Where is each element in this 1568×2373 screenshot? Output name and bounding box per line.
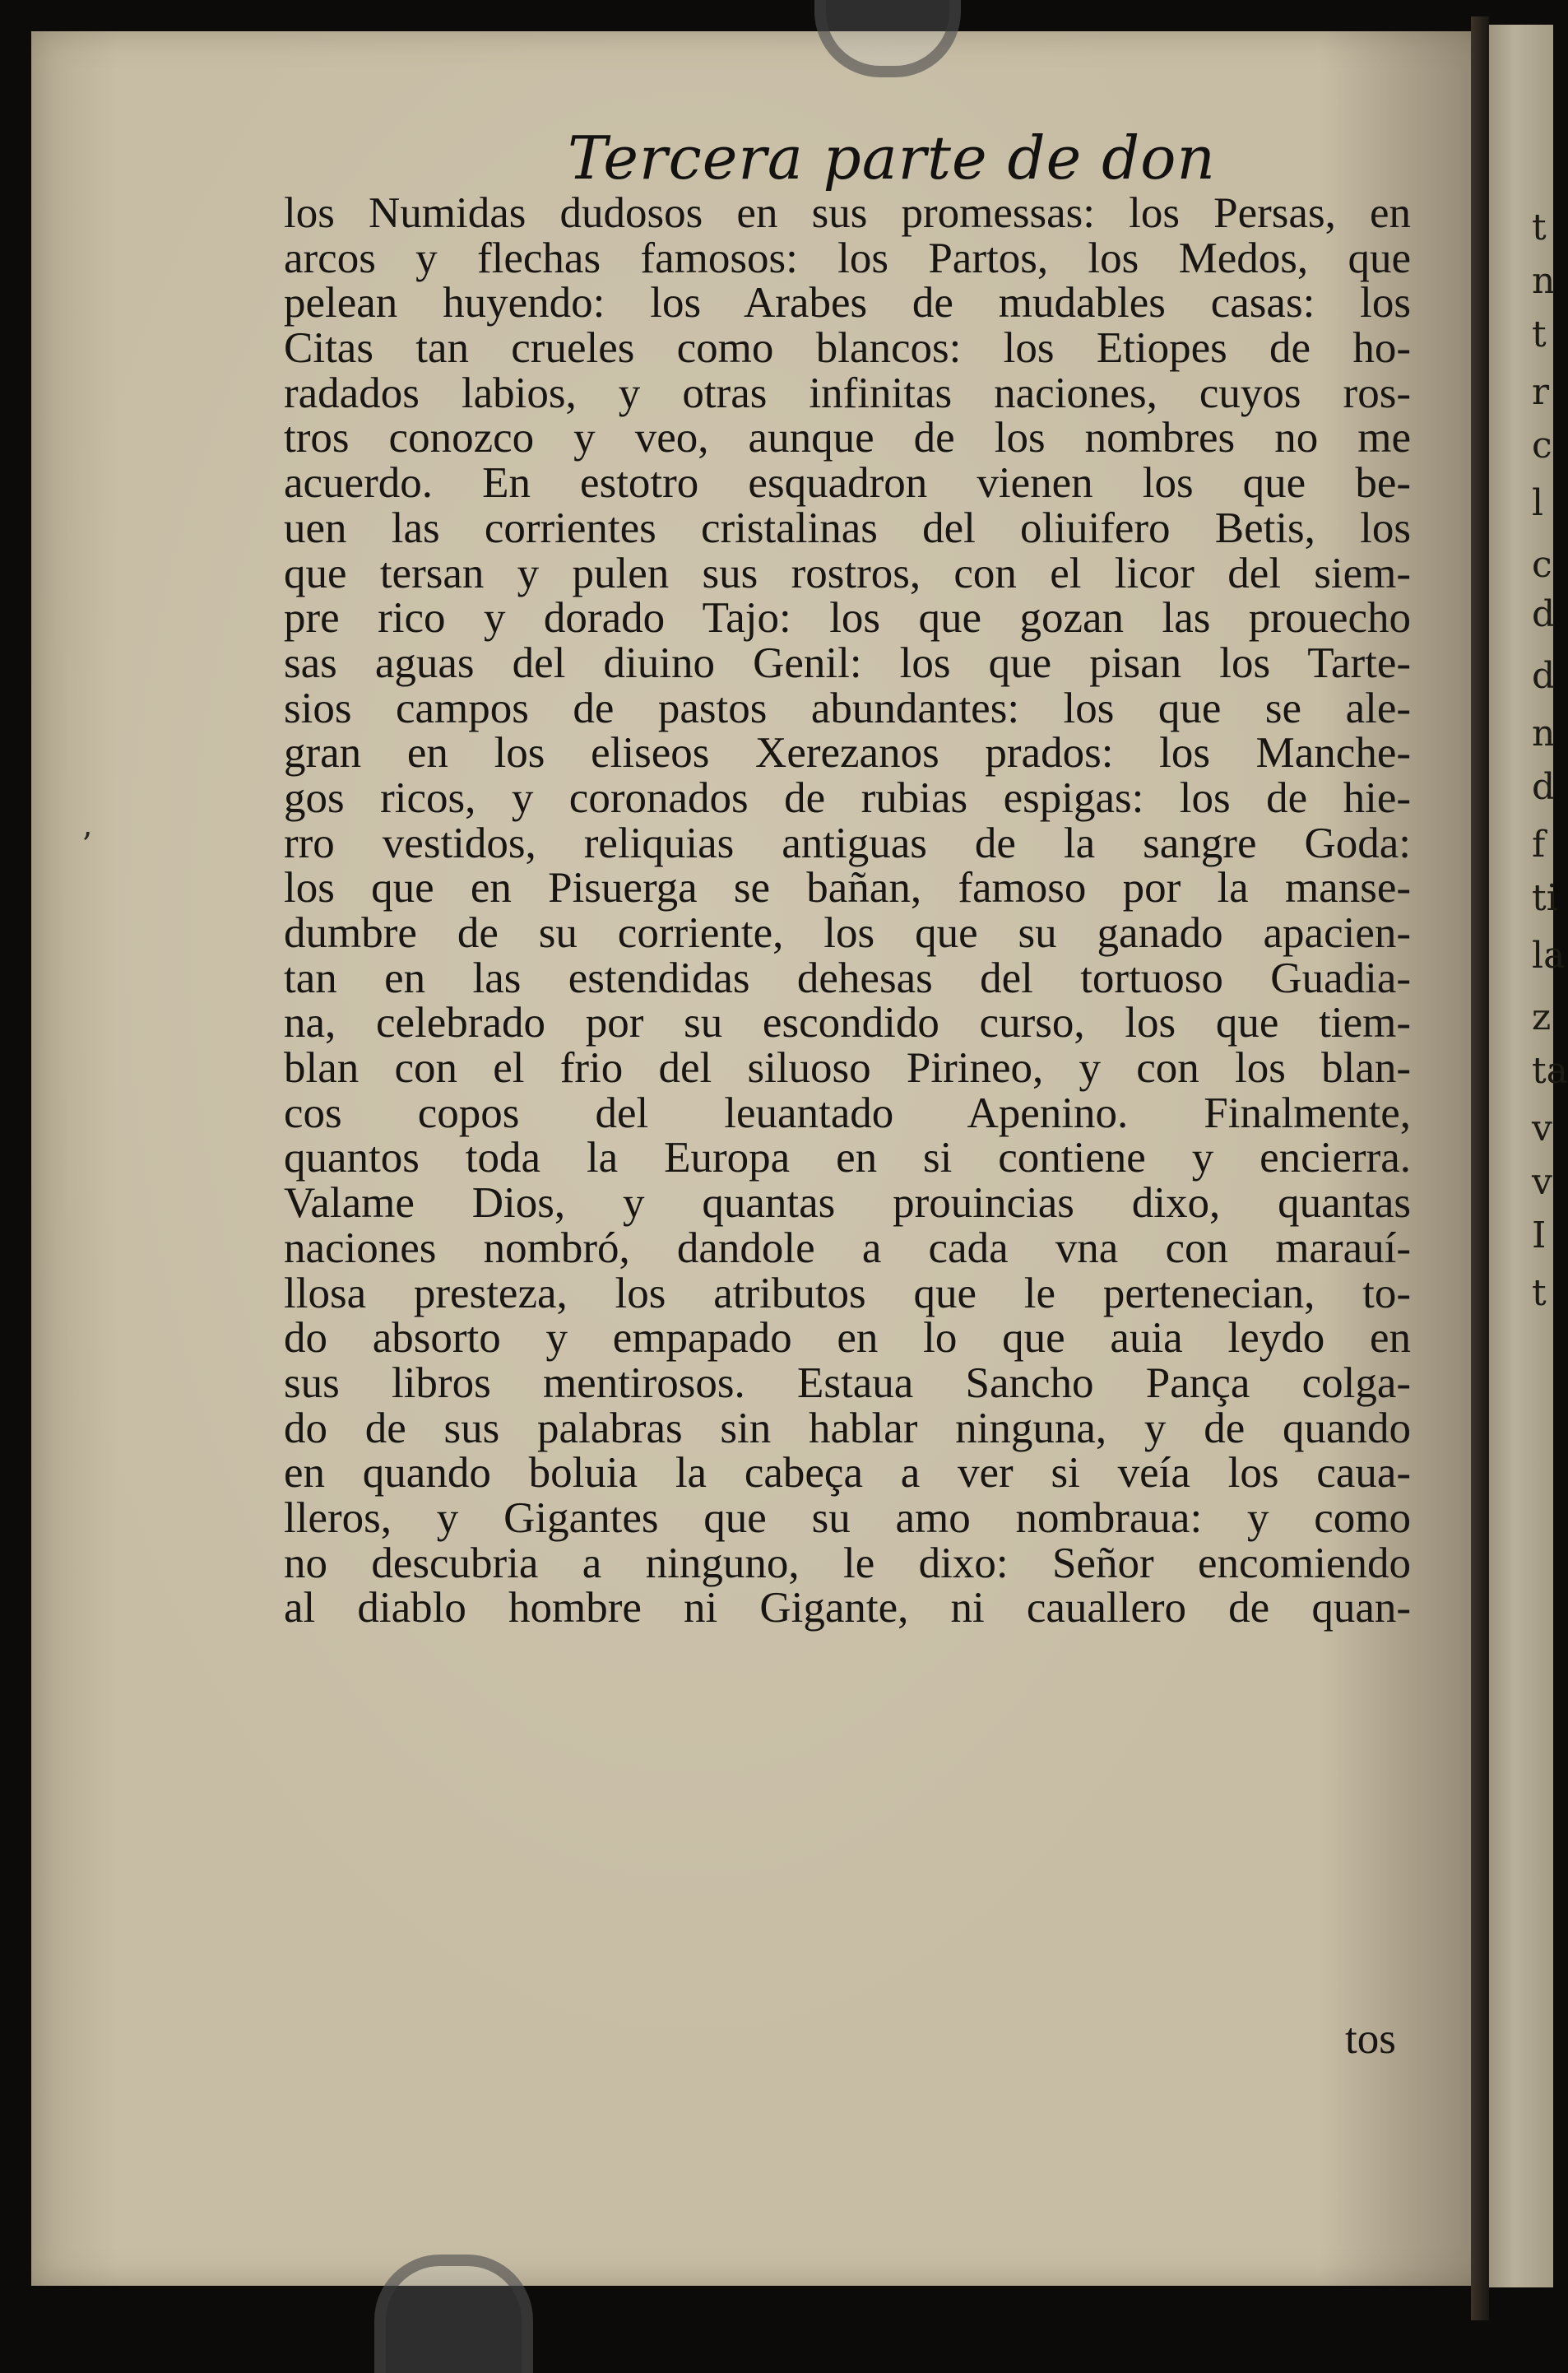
text-line: sios campos de pastos abundantes: los que se ale- xyxy=(284,684,1411,732)
facing-page-glyph: d xyxy=(1532,766,1556,808)
facing-page-glyph: t xyxy=(1532,207,1547,248)
facing-page-glyph: I xyxy=(1532,1214,1547,1256)
facing-page-glyph: f xyxy=(1532,824,1546,866)
text-line: naciones nombró, dandole a cada vna con marauí- xyxy=(284,1224,1411,1272)
facing-page-glyph: l xyxy=(1532,482,1544,524)
text-line: no descubria a ninguno, le dixo: Señor encomiendo xyxy=(284,1539,1411,1587)
text-line: pre rico y dorado Tajo: los que gozan las prouecho xyxy=(284,594,1411,643)
text-line: gran en los eliseos Xerezanos prados: los Manche- xyxy=(284,729,1411,778)
text-line: sas aguas del diuino Genil: los que pisan los Tarte- xyxy=(284,639,1411,687)
running-title: Tercera parte de don xyxy=(568,123,1216,193)
book-binding-gutter xyxy=(1471,16,1489,2320)
facing-page-glyph: n xyxy=(1532,713,1556,755)
facing-page-glyph: c xyxy=(1532,425,1552,467)
text-line: uen las corrientes cristalinas del oliuifero Betis, los xyxy=(284,504,1411,552)
facing-page-glyph: ti xyxy=(1532,877,1558,919)
facing-page-glyph: n xyxy=(1532,260,1556,302)
text-line: sus libros mentirosos. Estaua Sancho Pança colga- xyxy=(284,1358,1411,1407)
facing-page-glyph: d xyxy=(1532,655,1556,697)
text-line: Citas tan crueles como blancos: los Etiopes de ho- xyxy=(284,324,1411,373)
facing-page-edge xyxy=(1489,25,1556,2287)
facing-page-glyph: v xyxy=(1532,1108,1552,1149)
facing-page-glyph: c xyxy=(1532,544,1552,586)
text-line: rro vestidos, reliquias antiguas de la sangre Goda: xyxy=(284,819,1411,867)
text-line: al diablo hombre ni Gigante, ni cauallero de quan- xyxy=(284,1584,1411,1632)
facing-page-glyph: d xyxy=(1532,593,1556,635)
text-line: pelean huyendo: los Arabes de mudables casas: los xyxy=(284,279,1411,327)
text-line: los Numidas dudosos en sus promessas: los Persas, en xyxy=(284,189,1411,237)
text-line: arcos y flechas famosos: los Partos, los Medos, que xyxy=(284,234,1411,282)
text-line: tros conozco y veo, aunque de los nombres no me xyxy=(284,414,1411,462)
facing-page-glyph: r xyxy=(1532,371,1550,413)
text-line: tan en las estendidas dehesas del tortuoso Guadia- xyxy=(284,954,1411,1002)
facing-page-glyph: z xyxy=(1532,996,1552,1038)
text-line: los que en Pisuerga se bañan, famoso por la manse- xyxy=(284,864,1411,913)
facing-page-glyph: t xyxy=(1532,1272,1547,1314)
text-line: na, celebrado por su escondido curso, los que tiem- xyxy=(284,999,1411,1047)
body-text xyxy=(284,191,1411,1631)
text-line: gos ricos, y coronados de rubias espigas: los de hie- xyxy=(284,773,1411,822)
text-line: do absorto y empapado en lo que auia leydo en xyxy=(284,1314,1411,1363)
text-line: radados labios, y otras infinitas naciones, cuyos ros- xyxy=(284,369,1411,417)
margin-mark: ʼ xyxy=(81,827,91,865)
text-line: cos copos del leuantado Apenino. Finalmente, xyxy=(284,1089,1411,1137)
catchword: tos xyxy=(1345,2015,1396,2063)
facing-page-glyph: la xyxy=(1532,935,1566,977)
text-line: Valame Dios, y quantas prouincias dixo, quantas xyxy=(284,1179,1411,1228)
text-line: dumbre de su corriente, los que su ganado apacien- xyxy=(284,909,1411,957)
text-line: llosa presteza, los atributos que le pertenecian, to- xyxy=(284,1269,1411,1317)
facing-page-glyph: t xyxy=(1532,313,1547,355)
facing-page-glyph: ta xyxy=(1532,1050,1568,1092)
text-line: blan con el frio del siluoso Pirineo, y con los blan- xyxy=(284,1044,1411,1093)
text-line: en quando boluia la cabeça a ver si veía los caua- xyxy=(284,1449,1411,1498)
text-line: quantos toda la Europa en si contiene y encierra. xyxy=(284,1134,1411,1182)
text-line: acuerdo. En estotro esquadron vienen los que be- xyxy=(284,459,1411,508)
text-line: lleros, y Gigantes que su amo nombraua: y como xyxy=(284,1493,1411,1542)
text-line: que tersan y pulen sus rostros, con el licor del siem- xyxy=(284,549,1411,597)
facing-page-glyph: v xyxy=(1532,1161,1552,1203)
page-clip-bottom xyxy=(374,2255,533,2373)
text-line: do de sus palabras sin hablar ninguna, y de quando xyxy=(284,1404,1411,1452)
